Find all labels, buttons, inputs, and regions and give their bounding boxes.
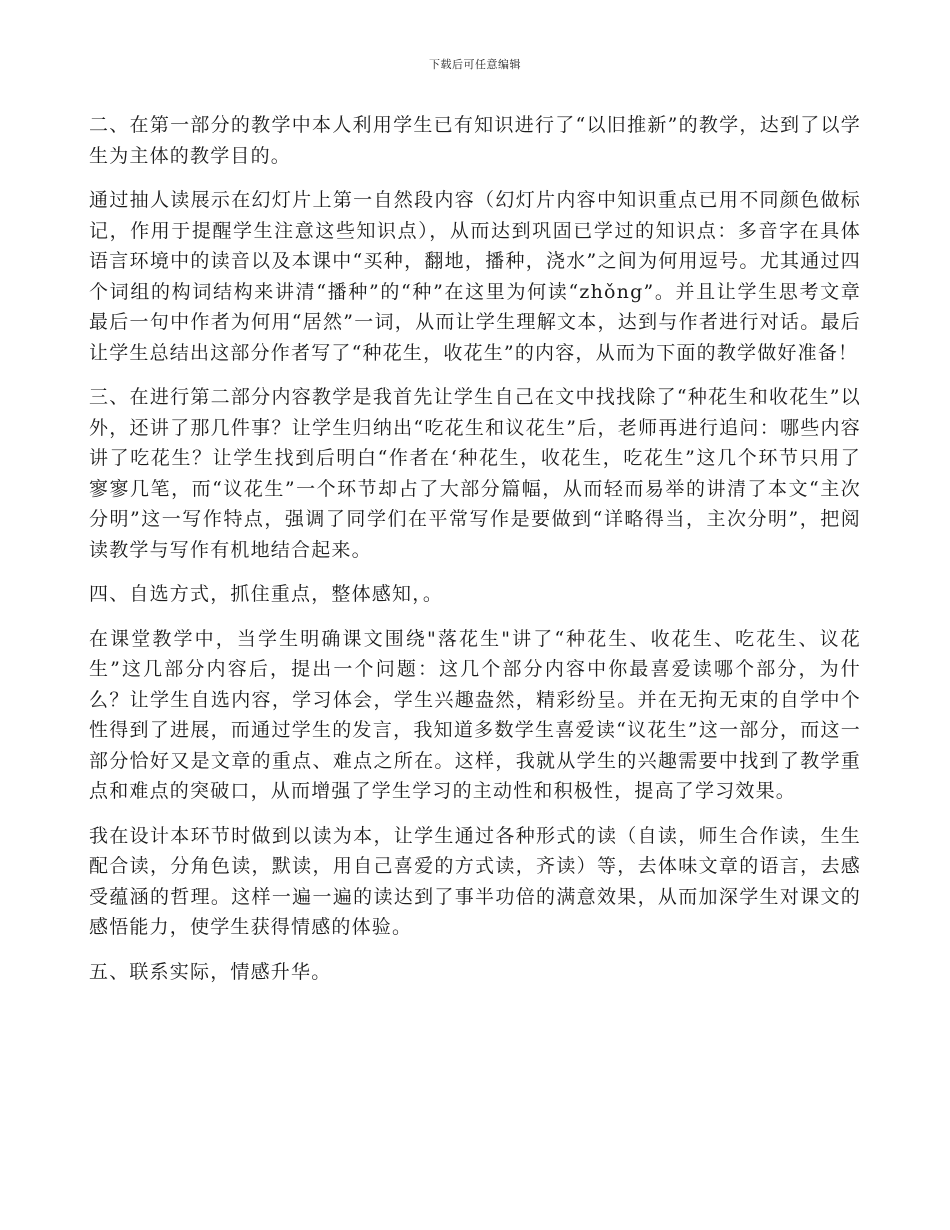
paragraph-section-three: 三、在进行第二部分内容教学是我首先让学生自己在文中找找除了“种花生和收花生”以外，还讲了那几件事？让学生归纳出“吃花生和议花生”后，老师再进行追问：哪些内容讲了吃花生？让学生找到后明白“作者在‘种花生，收花生，吃花生”这几个环节只用了寥寥几笔，而“议花生”一个环节却占了大部分篇幅，从而轻而易举的讲清了本文“主次分明”这一写作特点，强调了同学们在平常写作是要做到“详略得当，主次分明”，把阅读教学与写作有机地结合起来。: [89, 386, 861, 561]
paragraph-reading-slides: 通过抽人读展示在幻灯片上第一自然段内容（幻灯片内容中知识重点已用不同颜色做标记，作用于提醒学生注意这些知识点），从而达到巩固已学过的知识点：多音字在具体语言环境中的读音以及本课中“买种，翻地，播种，浇水”之间为何用逗号。尤其通过四个词组的构词结构来讲清“播种”的“种”在这里为何读“zhǒng”。并且让学生思考文章最后一句中作者为何用“居然”一词，从而让学生理解文本，达到与作者进行对话。最后让学生总结出这部分作者写了“种花生，收花生”的内容，从而为下面的教学做好准备！: [89, 189, 861, 364]
document-body: [89, 110, 861, 1001]
paragraph-classroom-teaching: 在课堂教学中，当学生明确课文围绕"落花生"讲了“种花生、收花生、吃花生、议花生”这几部分内容后，提出一个问题：这几个部分内容中你最喜爱读哪个部分，为什么？让学生自选内容，学习体会，学生兴趣盎然，精彩纷呈。并在无拘无束的自学中个性得到了进展，而通过学生的发言，我知道多数学生喜爱读“议花生”这一部分，而这一部分恰好又是文章的重点、难点之所在。这样，我就从学生的兴趣需要中找到了教学重点和难点的突破口，从而增强了学生学习的主动性和积极性，提高了学习效果。: [89, 627, 861, 802]
page-header: 下载后可任意编辑: [429, 58, 521, 71]
paragraph-section-five-heading: 五、联系实际，情感升华。: [89, 960, 332, 983]
paragraph-reading-design: 我在设计本环节时做到以读为本，让学生通过各种形式的读（自读，师生合作读，生生配合读，分角色读，默读，用自己喜爱的方式读，齐读）等，去体味文章的语言，去感受蕴涵的哲理。这样一遍一遍的读达到了事半功倍的满意效果，从而加深学生对课文的感悟能力，使学生获得情感的体验。: [89, 824, 861, 938]
paragraph-section-four-heading: 四、自选方式，抓住重点，整体感知，。: [89, 583, 444, 605]
paragraph-section-two: 二、在第一部分的教学中本人利用学生已有知识进行了“以旧推新”的教学，达到了以学生为主体的教学目的。: [89, 114, 861, 167]
